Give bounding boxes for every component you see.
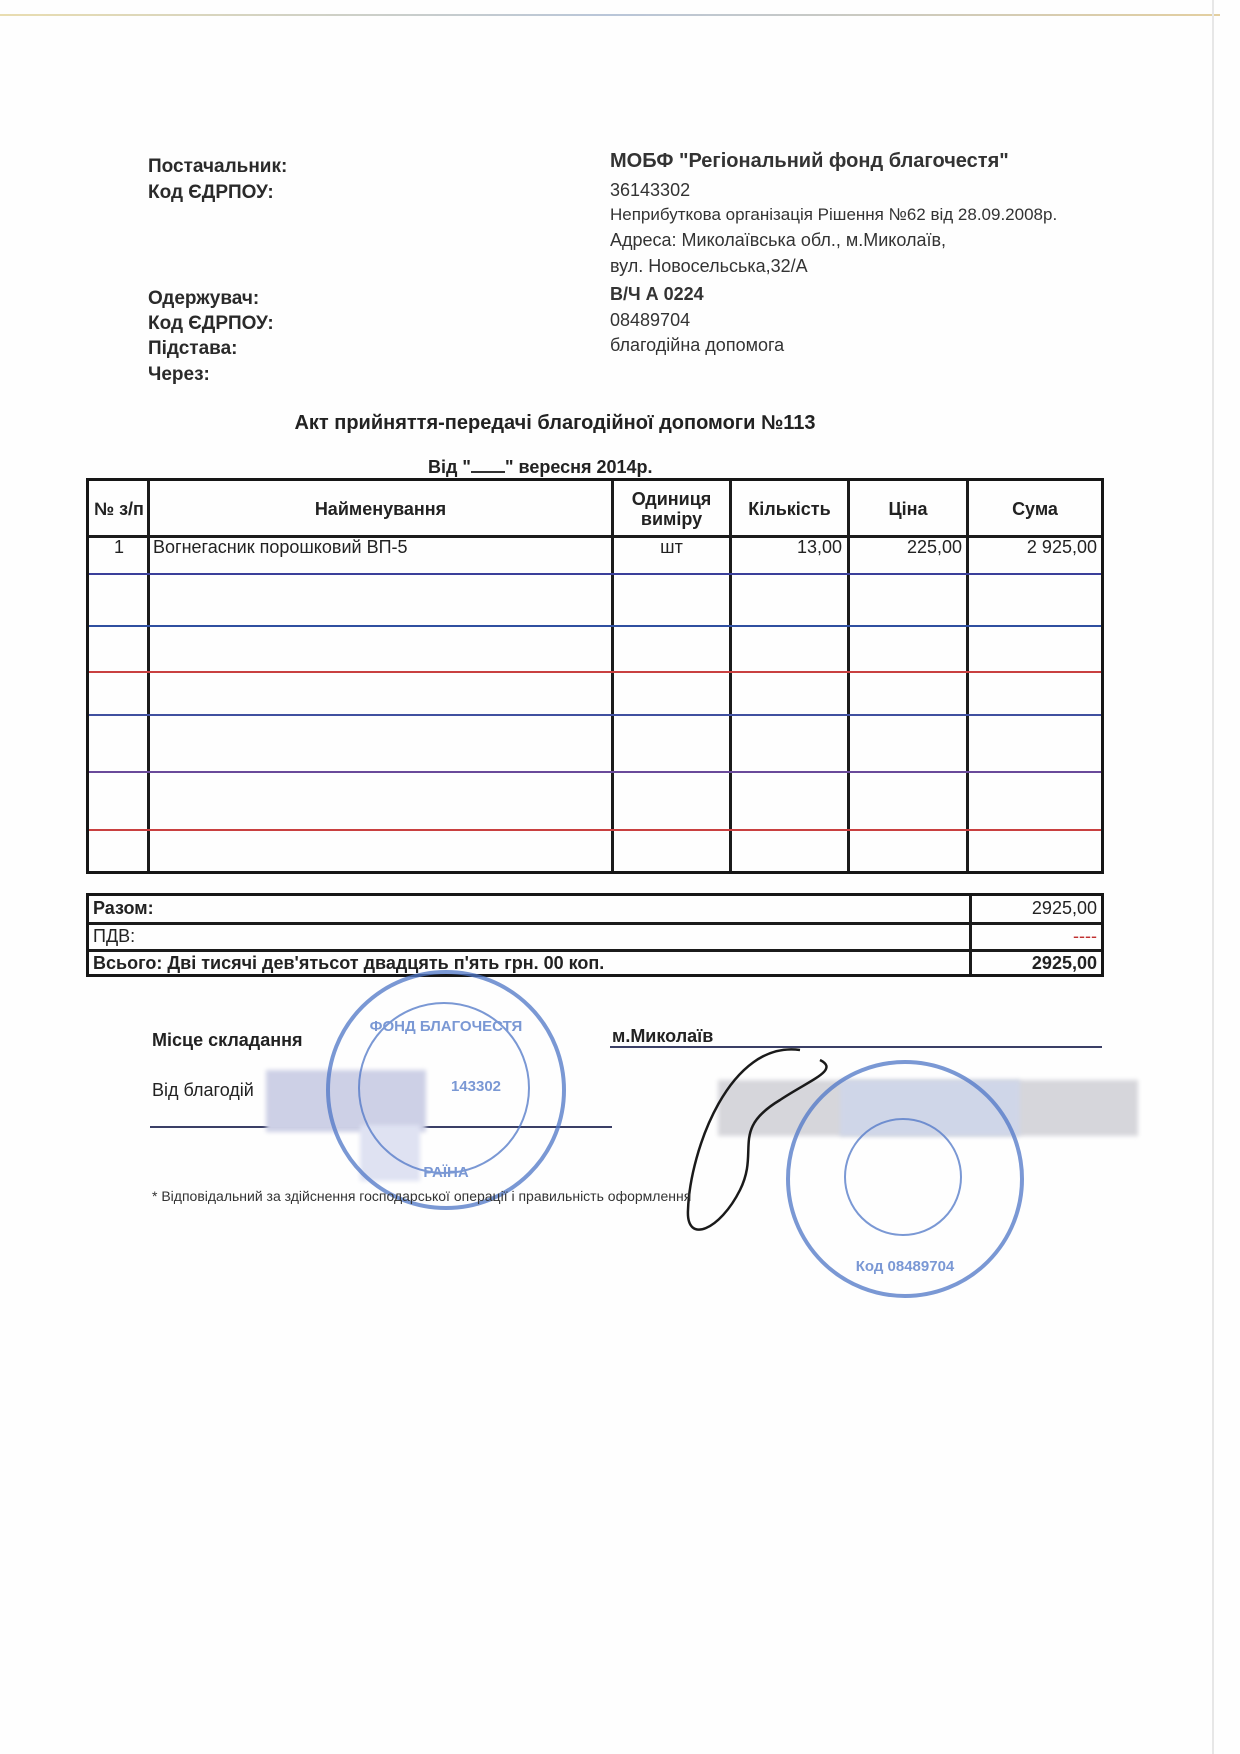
supplier-status: Неприбуткова організація Рішення №62 від 28.09.2008р. [610,205,1058,224]
basis-label: Підстава: [148,338,238,359]
act-date-suffix: " вересня 2014р. [504,457,653,477]
recipient-label: Одержувач: [148,288,260,309]
scan-edge-right [1212,0,1214,1754]
total-value: 2925,00 [1031,953,1097,973]
subtotal-row [89,896,1101,920]
row-divider [89,714,1101,716]
recipient-code-label: Код ЄДРПОУ: [148,313,274,334]
row1-unit: шт [660,537,683,557]
row1-name: Вогнегасник порошковий ВП-5 [153,537,408,557]
subtotal-value: 2925,00 [1031,898,1097,918]
header-price: Ціна [888,499,928,519]
place-label: Місце складання [152,1030,303,1050]
header-sum: Сума [1012,499,1058,519]
basis-value: благодійна допомога [610,335,785,355]
place-value: м.Миколаїв [612,1026,714,1046]
act-date-prefix: Від " [428,457,471,477]
header-num: № з/п [94,499,144,519]
signature [670,1030,870,1250]
supplier-address-line1: Адреса: Миколаївська обл., м.Миколаїв, [610,230,947,250]
recipient-name: В/Ч А 0224 [610,284,704,304]
supplier-name: МОБФ "Регіональний фонд благочестя" [610,150,1009,172]
total-label: Всього: Дві тисячі дев'ятьсот двадцять п'ять грн. 00 коп. [93,953,605,973]
row-divider [89,573,1101,575]
supplier-code: 36143302 [610,180,691,200]
row-divider [89,829,1101,831]
stamp-left-text-bottom: РАЇНА [423,1164,469,1181]
row-divider [89,771,1101,773]
row1-num: 1 [113,537,124,557]
supplier-label: Постачальник: [148,156,288,177]
supplier-code-label: Код ЄДРПОУ: [148,182,274,203]
signature-stroke [688,1049,827,1229]
row-divider [89,625,1101,627]
header-name: Найменування [314,499,447,519]
items-table [86,478,1104,874]
recipient-code: 08489704 [610,310,691,330]
row1-sum: 2 925,00 [1026,537,1097,557]
total-row [89,951,1101,975]
header-qty: Кількість [748,499,831,519]
stamp-right-code: Код 08489704 [855,1258,955,1275]
subtotal-label: Разом: [93,898,154,918]
totals-block [86,893,1104,977]
header-unit: Одиниця виміру [631,489,712,529]
row1-qty: 13,00 [796,537,842,557]
from-label: Від благодій [152,1080,254,1100]
date-blank [471,471,505,473]
stamp-left [326,970,566,1210]
act-date [428,457,653,478]
supplier-address-line2: вул. Новосельська,32/А [610,256,808,276]
row1-price: 225,00 [906,537,962,557]
vat-row [89,924,1101,948]
stamp-left-code: 143302 [450,1078,502,1095]
vat-label: ПДВ: [93,926,136,946]
via-label: Через: [148,364,210,385]
act-title: Акт прийняття-передачі благодійної допомоги №113 [294,412,816,434]
vat-value: ---- [1073,926,1097,946]
responsible-note: * Відповідальний за здійснення господарської операції і правильність оформлення [152,1188,692,1204]
stamp-left-text-top: ФОНД БЛАГОЧЕСТЯ [369,1018,523,1035]
scan-edge-top [0,14,1220,16]
col-divider [147,481,150,871]
row-divider [89,671,1101,673]
